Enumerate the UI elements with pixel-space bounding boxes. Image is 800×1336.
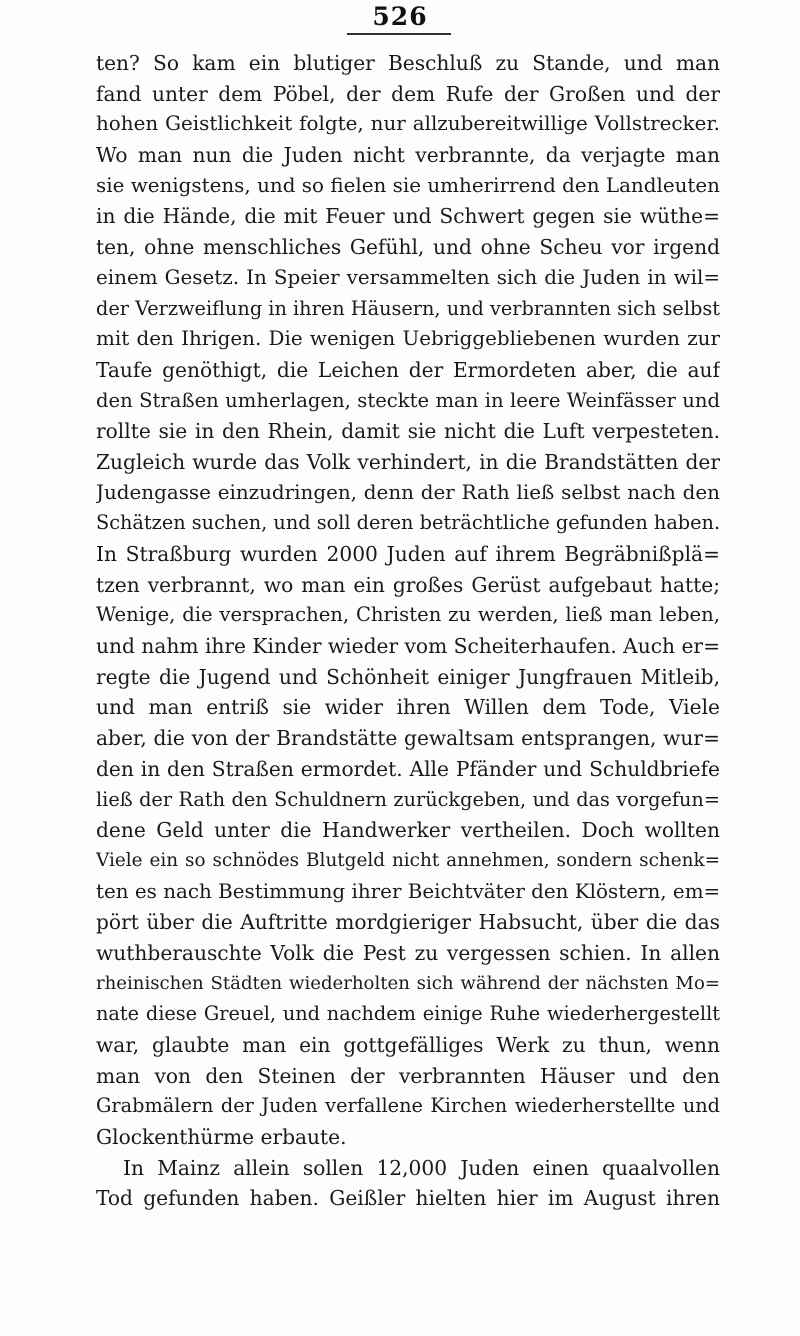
text-line: rollte sie in den Rhein, damit sie nicht die Luft verpesteten. <box>96 419 720 444</box>
text-line: pört über die Auftritte mordgieriger Habsucht, über die das <box>96 910 720 935</box>
text-line: sie wenigstens, und so fielen sie umherirrend den Landleuten <box>96 173 720 197</box>
text-line: den Straßen umherlagen, steckte man in leere Weinfässer und <box>96 388 720 412</box>
text-line: war, glaubte man ein gottgefälliges Werk zu thun, wenn <box>96 1033 720 1057</box>
text-line: den in den Straßen ermordet. Alle Pfänder und Schuldbriefe <box>96 756 720 781</box>
text-line: Viele ein so schnödes Blutgeld nicht annehmen, sondern schenk= <box>96 849 720 871</box>
text-line: Judengasse einzudringen, denn der Rath ließ selbst nach den <box>96 480 720 504</box>
text-line: der Verzweiflung in ihren Häusern, und verbrannten sich selbst <box>96 296 720 320</box>
text-line: Schätzen suchen, und soll deren beträchtliche gefunden haben. <box>96 511 720 535</box>
text-line: hohen Geistlichkeit folgte, nur allzubereitwillige Vollstrecker. <box>96 112 720 136</box>
paragraph <box>96 48 720 1153</box>
page-number: 526 <box>372 2 428 31</box>
text-line: Tod gefunden haben. Geißler hielten hier im August ihren <box>96 1186 720 1211</box>
text-line: nate diese Greuel, und nachdem einige Ruhe wiederhergestellt <box>96 1002 720 1026</box>
header-rule <box>347 33 451 35</box>
text-line: ten? So kam ein blutiger Beschluß zu Stande, und man <box>96 51 720 75</box>
paragraph <box>96 1153 720 1214</box>
text-line: In Straßburg wurden 2000 Juden auf ihrem Begräbnißplä= <box>96 542 720 566</box>
text-line: Wo man nun die Juden nicht verbrannte, da verjagte man <box>96 143 720 168</box>
text-line: und nahm ihre Kinder wieder vom Scheiterhaufen. Auch er= <box>96 634 720 659</box>
text-line: In Mainz allein sollen 12,000 Juden einen quaalvollen <box>123 1155 720 1180</box>
text-line: Glockenthürme erbaute. <box>96 1125 347 1150</box>
text-line: man von den Steinen der verbrannten Häuser und den <box>96 1063 720 1088</box>
text-line: und man entriß sie wider ihren Willen dem Tode, Viele <box>96 695 720 720</box>
text-line: einem Gesetz. In Speier versammelten sich die Juden in wil= <box>96 265 720 289</box>
text-line: Grabmälern der Juden verfallene Kirchen wiederherstellte und <box>96 1094 720 1118</box>
body-text <box>96 48 720 1214</box>
text-line: regte die Jugend und Schönheit einiger Jungfrauen Mitleib, <box>96 664 720 689</box>
text-line: wuthberauschte Volk die Pest zu vergessen schien. In allen <box>96 940 720 965</box>
text-line: dene Geld unter die Handwerker vertheilen. Doch wollten <box>96 818 720 843</box>
text-line: mit den Ihrigen. Die wenigen Uebriggebliebenen wurden zur <box>96 327 720 351</box>
text-line: Zugleich wurde das Volk verhindert, in die Brandstätten der <box>96 449 720 474</box>
text-line: tzen verbrannt, wo man ein großes Gerüst aufgebaut hatte; <box>96 572 720 597</box>
text-line: ten, ohne menschliches Gefühl, und ohne Scheu vor irgend <box>96 235 720 260</box>
text-line: fand unter dem Pöbel, der dem Rufe der Großen und der <box>96 81 720 106</box>
text-line: Taufe genöthigt, die Leichen der Ermordeten aber, die auf <box>96 357 720 382</box>
text-line: aber, die von der Brandstätte gewaltsam entsprangen, wur= <box>96 726 720 751</box>
text-line: in die Hände, die mit Feuer und Schwert gegen sie wüthe= <box>96 204 720 229</box>
text-line: Wenige, die versprachen, Christen zu werden, ließ man leben, <box>96 603 720 627</box>
text-line: ten es nach Bestimmung ihrer Beichtväter den Klöstern, em= <box>96 879 720 903</box>
text-line: rheinischen Städten wiederholten sich während der nächsten Mo= <box>96 972 720 994</box>
text-line: ließ der Rath den Schuldnern zurückgeben, und das vorgefun= <box>96 787 720 811</box>
